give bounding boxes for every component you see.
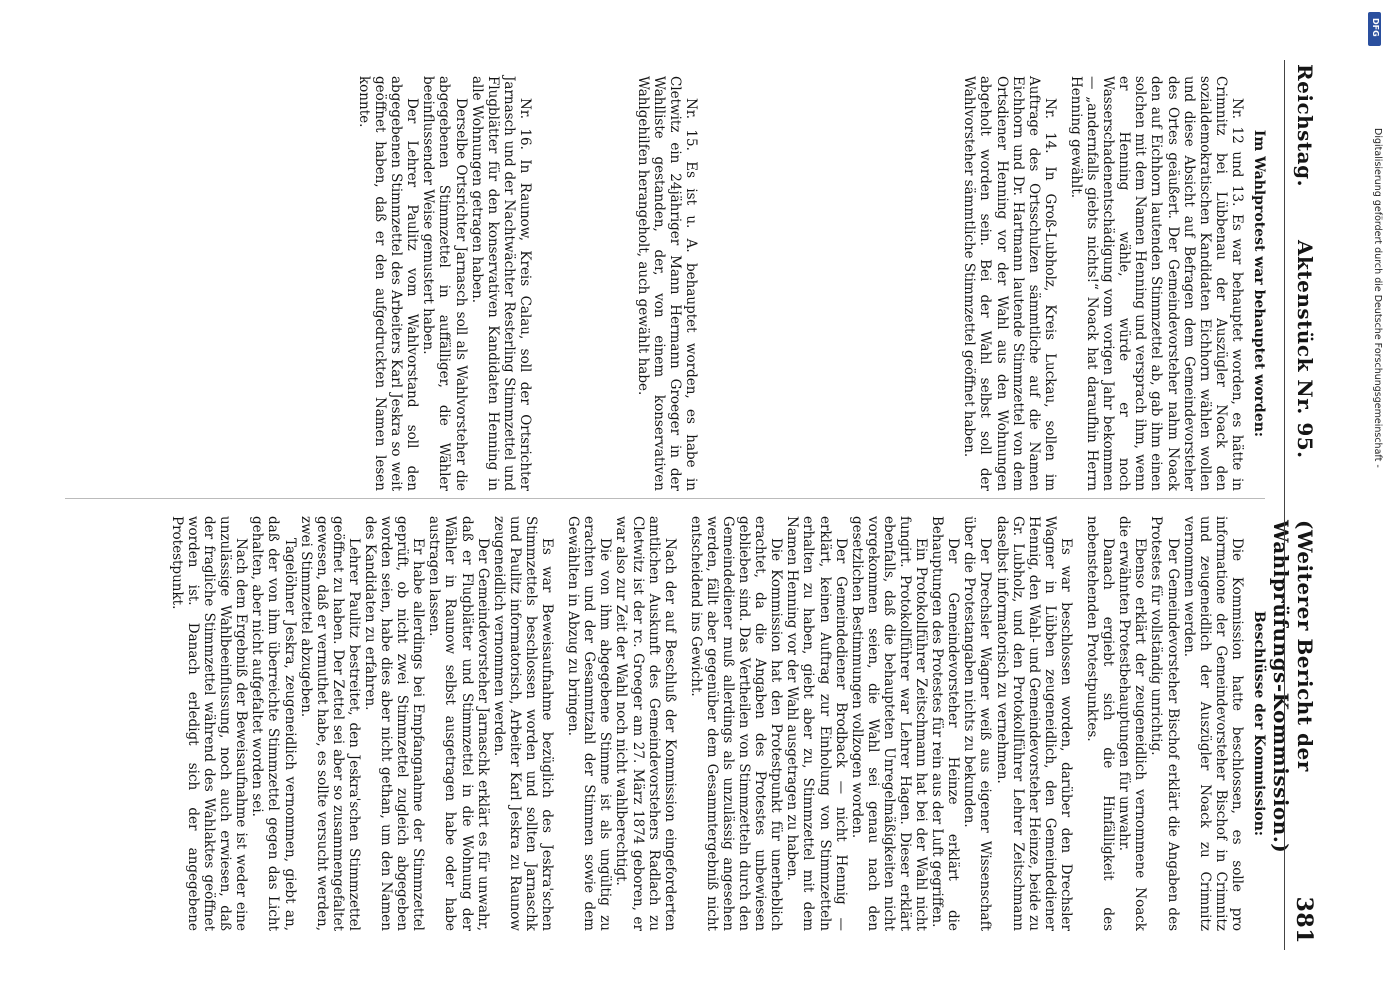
right-column-heading: Beschlüsse der Kommission: (1251, 610, 1267, 837)
header-rule (1284, 60, 1285, 950)
dfg-logo-text: DFG (1371, 18, 1380, 37)
digitization-note: Digitalisierung gefördert durch die Deutsche Forschungsgemeinschaft - (1372, 128, 1383, 468)
left-column (356, 76, 1267, 491)
right-column (169, 516, 1267, 931)
page-number: 381 (1291, 896, 1317, 944)
resolution-paragraph: Nach der auf Beschluß der Kommission eingeforderten amtlichen Auskunft des Gemeindevorstehers Radlach zu Cletwitz ist der rc. Groeger am 27. März 1874 geboren, er war also zur Zeit der Wahl noch nicht wahlberechtigt. (613, 516, 678, 931)
resolution-paragraph: Der Gemeindevorsteher Jarnaschk erklärt es für unwahr, daß er Flugblätter und Stimmzettel in die Wohnung der Wähler in Raunow selbst ausgetragen habe oder habe austragen lassen. (426, 516, 491, 931)
resolution-paragraph: Der Gemeindevorsteher Heinze erklärt die Behauptungen des Protestes für rein aus der Luft gegriffen. (929, 516, 962, 931)
resolution-paragraph: Lehrer Paulitz bestreitet, den Jeskra'schen Stimmzettel geöffnet zu haben. Der Zettel sei aber so zusammengefaltet gewesen, daß er vermuthet habe, es sollte versucht werden, zwei Stimmzettel abzugeben. (297, 516, 362, 931)
protest-16: Nr. 16. In Raunow, Kreis Calau, soll der Ortsrichter Jarnasch und der Nachtwächter Resterling Stimmzettel und Flugblätter für den konservativen Kandidaten Henning in alle Wohnungen getragen haben. (468, 76, 533, 491)
resolution-paragraph: Es war beschlossen worden, darüber den Drechsler Wagner in Lübben zeugeneidlich, den Gemeindediener Hennig, den Wahl- und Gemeindevorsteher Heinze, beide zu Gr. Lubholz, und den Protokollführer Lehrer Zeitschmann daselbst informatorisch zu vernehmen. (993, 516, 1074, 931)
protest-14: Nr. 14. In Groß-Lubholz, Kreis Luckau, sollen im Auftrage des Ortsschulzen sämmtliche auf die Namen Eichhorn und Dr. Hartmann lautende Stimmzettel von dem Ortsdiener Henning vor der Wahl aus den Wohnungen abgeholt worden sein. Bei der Wahl selbst soll der Wahlvorsteher sämmtliche Stimmzettel geöffnet haben. (961, 76, 1058, 491)
header-document-number: Aktenstück Nr. 95. (1293, 240, 1317, 459)
resolution-paragraph: Die von ihm abgegebene Stimme ist als ungültig zu erachten und der Gesammtzahl der Stimmen sowie dem Gewählten in Abzug zu bringen. (565, 516, 614, 931)
protest-16-ortsrichter: Derselbe Ortsrichter Jarnasch soll als Wahlvorsteher die abgegebenen Stimmzettel in auffälliger, die Wähler beeinflussender Weise gemustert haben. (420, 76, 469, 491)
resolution-paragraph: Der Gemeindediener Brodback — nicht Hennig — erklärt, keinen Auftrag zur Einholung von Stimmzetteln erhalten zu haben, giebt aber zu, Stimmzettel mit dem Namen Henning vor der Wahl ausgetragen zu haben. (784, 516, 849, 931)
resolution-paragraph: Tagelöhner Jeskra, zeugeneidlich vernommen, giebt an, daß der von ihm überreichte Stimmzettel gegen das Licht gehalten, aber nicht aufgefaltet worden sei. (249, 516, 298, 931)
protest-12-13: Nr. 12 und 13. Es war behauptet worden, es hätte in Crimnitz bei Lübbenau der Auszügler Noack den sozialdemokratischen Kandidaten Eichhorn wählen wollen und diese Absicht auf Befragen dem Gemeindevorsteher des Ortes geäußert. Der Gemeindevorsteher nahm Noack den auf Eichhorn lautenden Stimmzettel ab, gab ihm einen solchen mit dem Namen Henning und versprach ihm, wenn er Henning wähle, würde er noch Wasserschadenentschädigung vom vorigen Jahr bekommen — „andernfalls giebts nichts!“ Noack hat daraufhin Herrn Henning gewählt. (1067, 76, 1245, 491)
left-column-heading: Im Wahlprotest war behauptet worden: (1251, 129, 1267, 438)
running-head (1269, 50, 1317, 950)
column-divider (65, 498, 1265, 499)
digitization-margin (1365, 10, 1383, 995)
resolution-paragraph: Danach ergiebt sich die Hinfälligkeit des nebenstehenden Protestpunktes. (1084, 516, 1117, 931)
header-report-title: (Weiterer Bericht der Wahlprüfungs-Kommission.) (1269, 520, 1317, 854)
resolution-paragraph: Die Kommission hatte beschlossen, es solle pro informatione der Gemeindevorsteher Bischof in Crimnitz und zeugeneidlich der Auszügler Noack zu Crimnitz vernommen werden. (1180, 516, 1245, 931)
resolution-paragraph: Nach dem Ergebniß der Beweisaufnahme ist weder eine unzulässige Wahlbeeinflussung, noch auch erwiesen, daß der fragliche Stimmzettel während des Wahlaktes geöffnet worden ist. Danach erledigt sich der angegebene Protestpunkt. (168, 516, 250, 931)
resolution-paragraph: Der Gemeindevorsteher Bischof erklärt die Angaben des Protestes für vollständig unrichtig. (1148, 516, 1181, 931)
resolution-paragraph: Er habe allerdings bei Empfangnahme der Stimmzettel geprüft, ob nicht zwei Stimmzettel zugleich abgegeben worden seien, habe dies aber nicht gethan, um den Namen des Kandidaten zu erfahren. (362, 516, 427, 931)
resolution-paragraph: Der Drechsler Wagner weiß aus eigener Wissenschaft über die Protestangaben nichts zu bekunden. (961, 516, 994, 931)
header-reichstag: Reichstag. (1293, 64, 1317, 188)
protest-16-lehrer: Der Lehrer Paulitz vom Wahlvorstand soll den abgegebenen Stimmzettel des Arbeiters Karl Jeskra so weit geöffnet haben, daß er den aufgedruckten Namen lesen konnte. (356, 76, 421, 491)
rotated-page (25, 50, 1325, 950)
protest-15: Nr. 15. Es ist u. A. behauptet worden, es habe in Cletwitz ein 24jähriger Mann Hermann Groeger in der Wahlliste gestanden, der, von einem konservativen Wahlgehilfen herangeholt, auch gewählt habe. (635, 76, 700, 491)
resolution-paragraph: Ein Protokollführer Zeitschmann hat bei der Wahl nicht fungirt. Protokollführer war Lehrer Hagen. Dieser erklärt ebenfalls, daß die behaupteten Unregelmäßigkeiten nicht vorgekommen seien, die Wahl sei genau nach den gesetzlichen Bestimmungen vollzogen worden. (848, 516, 930, 931)
resolution-paragraph: Ebenso erklärt der zeugeneidlich vernommene Noack die erwähnten Protestbehauptungen für unwahr. (1116, 516, 1149, 931)
dfg-logo (1368, 12, 1381, 46)
resolution-paragraph: Es war Beweisaufnahme bezüglich des Jeskra'schen Stimmzettels beschlossen worden und sollten Jarnaschk und Paulitz informatorisch, Arbeiter Karl Jeskra zu Raunow zeugeneidlich vernommen werden. (490, 516, 556, 931)
resolution-paragraph: Die Kommission hat den Protestpunkt für unerheblich erachtet, da die Angaben des Protestes unbewiesen geblieben sind. Das Vertheilen von Stimmzetteln durch den Gemeindediener muß allerdings als unzulässig angesehen werden, fällt aber gegenüber dem Gesammtergebniß nicht entscheidend ins Gewicht. (687, 516, 785, 931)
